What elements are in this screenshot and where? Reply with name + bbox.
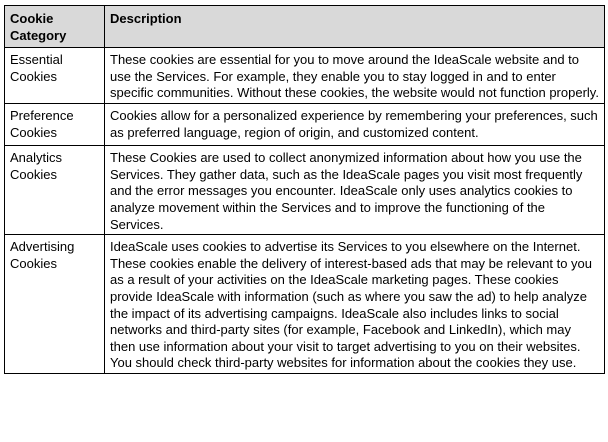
cookie-category-table bbox=[4, 5, 605, 374]
description-preference: Cookies allow for a personalized experience by remembering your preferences, such as preferred language, region of origin, and customized content. bbox=[105, 103, 605, 145]
table-row bbox=[5, 146, 605, 235]
category-cell bbox=[5, 235, 105, 374]
category-advertising: Advertising Cookies bbox=[10, 239, 75, 271]
table-header-row bbox=[5, 6, 605, 48]
category-essential: Essential Cookies bbox=[10, 52, 63, 84]
description-essential: These cookies are essential for you to move around the IdeaScale website and to use the Services. For example, they enable you to stay logged in and to enter specific communities. Without these cookies, the website would not function properly. bbox=[105, 48, 605, 104]
category-cell bbox=[5, 48, 105, 104]
category-cell bbox=[5, 146, 105, 235]
description-advertising: IdeaScale uses cookies to advertise its Services to you elsewhere on the Internet. These cookies enable the delivery of interest-based ads that may be relevant to you as a result of your activities on the IdeaScale marketing pages. These cookies provide IdeaScale with information (such as where you saw the ad) to help analyze the impact of its advertising campaigns. IdeaScale also includes links to social networks and third-party sites (for example, Facebook and LinkedIn), which may then use information about your visit to target advertising to you on their websites. You should check third-party websites for information about the cookies they use. bbox=[105, 235, 605, 374]
category-preference: Preference Cookies bbox=[10, 107, 74, 140]
category-cell bbox=[5, 103, 105, 145]
header-cookie-category: Cookie Category bbox=[5, 6, 105, 48]
category-analytics: Analytics Cookies bbox=[10, 150, 63, 182]
header-description: Description bbox=[105, 6, 605, 48]
table-row bbox=[5, 103, 605, 145]
cookie-table-container bbox=[4, 5, 604, 374]
table-row bbox=[5, 48, 605, 104]
table-row bbox=[5, 235, 605, 374]
description-analytics: These Cookies are used to collect anonymized information about how you use the Services. They gather data, such as the IdeaScale pages you visit most frequently and the error messages you encounter. IdeaScale only uses analytics cookies to analyze movement within the Services and to improve the functioning of the Services. bbox=[105, 146, 605, 235]
